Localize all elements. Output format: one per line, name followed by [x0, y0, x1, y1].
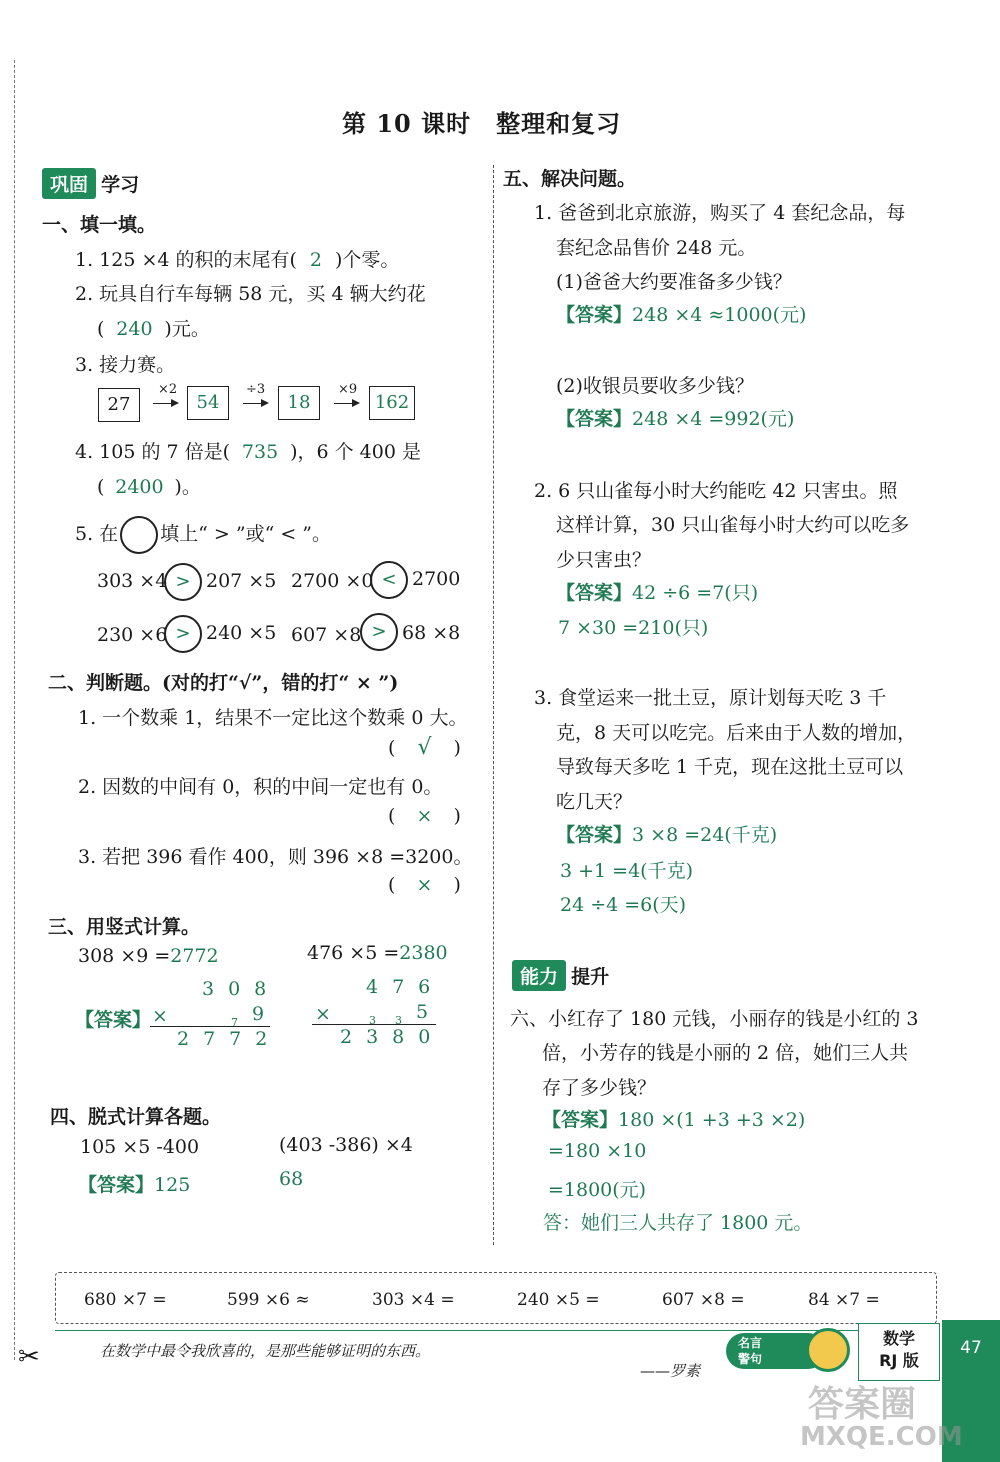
vertical-1-result: 2772: [177, 1028, 282, 1050]
watermark-url: MXQE.COM: [800, 1422, 963, 1452]
strip-item-5: 607 ×8 =: [662, 1290, 745, 1310]
s6-answer-4: 答：她们三人共存了 1800 元。: [543, 1212, 813, 1234]
strip-item-4: 240 ×5 =: [517, 1290, 600, 1310]
s6-answer-3: =1800(元): [548, 1179, 647, 1201]
cmp-2-right: 2700: [412, 568, 461, 590]
q4-answer-1: 735: [241, 441, 279, 463]
calc-2-answer: 68: [279, 1168, 304, 1190]
arrow-icon: [243, 403, 267, 404]
p3-answer-2: 3 +1 =4(千克): [560, 860, 694, 882]
q3-label: 3. 接力赛。: [75, 354, 176, 376]
relay-box-3: 18: [278, 386, 320, 420]
scissors-icon: ✂: [18, 1342, 40, 1372]
s6-answer-2: =180 ×10: [548, 1140, 647, 1162]
avatar: [806, 1328, 850, 1372]
section-3-heading: 三、用竖式计算。: [48, 916, 201, 938]
section-1-heading: 一、填一填。: [42, 214, 157, 236]
vertical-calc-1-expr: 308 ×9 =2772: [78, 945, 219, 967]
arrow-icon: [153, 403, 177, 404]
s6-line2: 倍，小芳存的钱是小丽的 2 倍，她们三人共: [542, 1042, 909, 1064]
p3-answer-1: 【答案】3 ×8 =24(千克): [556, 824, 778, 846]
vertical-calc-2-expr: 476 ×5 =2380: [307, 942, 448, 964]
strip-item-6: 84 ×7 =: [808, 1290, 880, 1310]
vertical-1-rule: [150, 1026, 270, 1027]
ability-badge-text: 提升: [571, 966, 610, 988]
cmp-4-sign: >: [360, 613, 398, 651]
consolidate-header: [42, 168, 139, 199]
pill-label-2: 警句: [738, 1352, 763, 1366]
answer-tag: 【答案】: [75, 1009, 152, 1031]
p2-line3: 少只害虫？: [556, 549, 652, 571]
vertical-2-top: 476: [366, 976, 445, 998]
relay-op-2: ÷3: [246, 382, 266, 397]
p3-line2: 克，8 天可以吃完。后来由于人数的增加，: [556, 722, 917, 744]
vertical-2-rule: [312, 1024, 436, 1025]
circle-icon: [120, 516, 158, 554]
strip-item-1: 680 ×7 =: [84, 1290, 167, 1310]
q5-label: 5. 在 填上“ > ”或“ < ”。: [75, 516, 331, 554]
vertical-2-carry-2: 3: [395, 1014, 402, 1027]
p2-line1: 2. 6 只山雀每小时大约能吃 42 只害虫。照: [534, 480, 898, 502]
page-title: 第 10 课时 整理和复习: [342, 109, 622, 138]
footer-rule: [55, 1330, 935, 1331]
vertical-2-carry-1: 3: [369, 1014, 376, 1027]
q2-line1: 2. 玩具自行车每辆 58 元，买 4 辆大约花: [75, 283, 426, 305]
p1-question-2: (2)收银员要收多少钱？: [556, 375, 754, 397]
relay-op-3: ×9: [338, 382, 358, 397]
p1-answer-1: 【答案】248 ×4 ≈1000(元): [556, 304, 807, 326]
vertical-1-op: ×: [152, 1005, 168, 1027]
vertical-1-carry: 7: [231, 1016, 238, 1029]
p1-question-1: (1)爸爸大约要准备多少钱？: [556, 271, 792, 293]
footer-author: ——罗素: [640, 1362, 701, 1380]
p2-answer-1: 【答案】42 ÷6 =7(只): [556, 582, 759, 604]
vertical-1-mul: 9: [252, 1003, 265, 1025]
judge-3-answer: ( × ): [388, 874, 461, 896]
arrow-icon: [334, 403, 358, 404]
relay-box-4: 162: [369, 386, 415, 420]
practice-strip: [55, 1272, 937, 1324]
s6-answer-1: 【答案】180 ×(1 +3 +3 ×2): [542, 1109, 806, 1131]
q4-line1: 4. 105 的 7 倍是( 735 )，6 个 400 是: [75, 441, 421, 463]
q4-answer-2: 2400: [115, 476, 164, 498]
judge-2-answer: ( × ): [388, 805, 461, 827]
q4-line2: ( 2400 )。: [97, 476, 201, 498]
cmp-1-left: 303 ×4: [97, 570, 168, 592]
p1-line2: 套纪念品售价 248 元。: [556, 237, 757, 259]
p3-answer-3: 24 ÷4 =6(天): [560, 894, 687, 916]
watermark-logo: 答案圈: [808, 1384, 917, 1425]
judge-3: 3. 若把 396 看作 400，则 396 ×8 =3200。: [78, 846, 473, 868]
q1-fill: 1. 125 ×4 的积的末尾有( 2 )个零。: [75, 249, 400, 271]
cmp-3-sign: >: [164, 615, 202, 653]
cmp-4-right: 68 ×8: [402, 622, 461, 644]
calc-2-expr: (403 -386) ×4: [279, 1134, 413, 1156]
strip-item-3: 303 ×4 =: [372, 1290, 455, 1310]
s6-line3: 存了多少钱？: [542, 1077, 657, 1099]
cmp-2-sign: <: [370, 561, 408, 599]
calc-1-expr: 105 ×5 -400: [80, 1136, 200, 1158]
edition-box: [858, 1323, 940, 1381]
cmp-3-left: 230 ×6: [97, 624, 168, 646]
p3-line1: 3. 食堂运来一批土豆，原计划每天吃 3 千: [534, 687, 887, 709]
cmp-4-left: 607 ×8: [291, 624, 362, 646]
footer-quote: 在数学中最令我欣喜的，是那些能够证明的东西。: [100, 1342, 431, 1360]
section-5-heading: 五、解决问题。: [503, 168, 637, 190]
p3-line3: 导致每天多吃 1 千克，现在这批土豆可以: [556, 756, 904, 778]
section-4-heading: 四、脱式计算各题。: [50, 1106, 222, 1128]
relay-op-1: ×2: [158, 382, 178, 397]
q2-line2: ( 240 )元。: [97, 318, 210, 340]
strip-item-2: 599 ×6 ≈: [227, 1290, 310, 1310]
calc-answers: 【答案】125: [78, 1174, 191, 1196]
consolidate-badge: 巩固: [42, 168, 96, 199]
cmp-1-right: 207 ×5: [206, 570, 277, 592]
relay-box-1: 27: [98, 388, 140, 422]
cmp-2-left: 2700 ×0: [291, 570, 374, 592]
column-divider: [493, 165, 494, 1245]
p3-line4: 吃几天？: [556, 791, 633, 813]
judge-2: 2. 因数的中间有 0，积的中间一定也有 0。: [78, 776, 443, 798]
vertical-2-mul: 5: [416, 1001, 429, 1023]
section-2-heading: 二、判断题。(对的打“√”，错的打“ × ”): [48, 672, 399, 694]
judge-1: 1. 一个数乘 1，结果不一定比这个数乘 0 大。: [78, 707, 468, 729]
relay-box-2: 54: [187, 386, 229, 420]
vertical-1-top: 308: [202, 978, 281, 1000]
binding-margin-line: [14, 60, 15, 1360]
page-number: 47: [960, 1338, 982, 1358]
q2-answer: 240: [116, 318, 153, 340]
pill-label-1: 名言: [738, 1336, 763, 1350]
p1-answer-2: 【答案】248 ×4 =992(元): [556, 408, 795, 430]
subject-label: 数学: [882, 1329, 915, 1348]
judge-1-answer: ( √ ): [388, 735, 461, 760]
p1-line1: 1. 爸爸到北京旅游，购买了 4 套纪念品，每: [534, 202, 906, 224]
ability-header: [512, 960, 609, 991]
p2-line2: 这样计算，30 只山雀每小时大约可以吃多: [556, 514, 910, 536]
q1-answer: 2: [309, 249, 322, 271]
s6-line1: 六、小红存了 180 元钱，小丽存的钱是小红的 3: [510, 1008, 919, 1030]
ability-badge: 能力: [512, 960, 566, 991]
vertical-2-op: ×: [315, 1003, 331, 1025]
edition-label: RJ 版: [879, 1351, 919, 1370]
vertical-2-result: 2380: [340, 1026, 445, 1048]
cmp-3-right: 240 ×5: [206, 622, 277, 644]
p2-answer-2: 7 ×30 =210(只): [558, 617, 709, 639]
cmp-1-sign: >: [164, 563, 202, 601]
consolidate-badge-text: 学习: [101, 174, 140, 196]
